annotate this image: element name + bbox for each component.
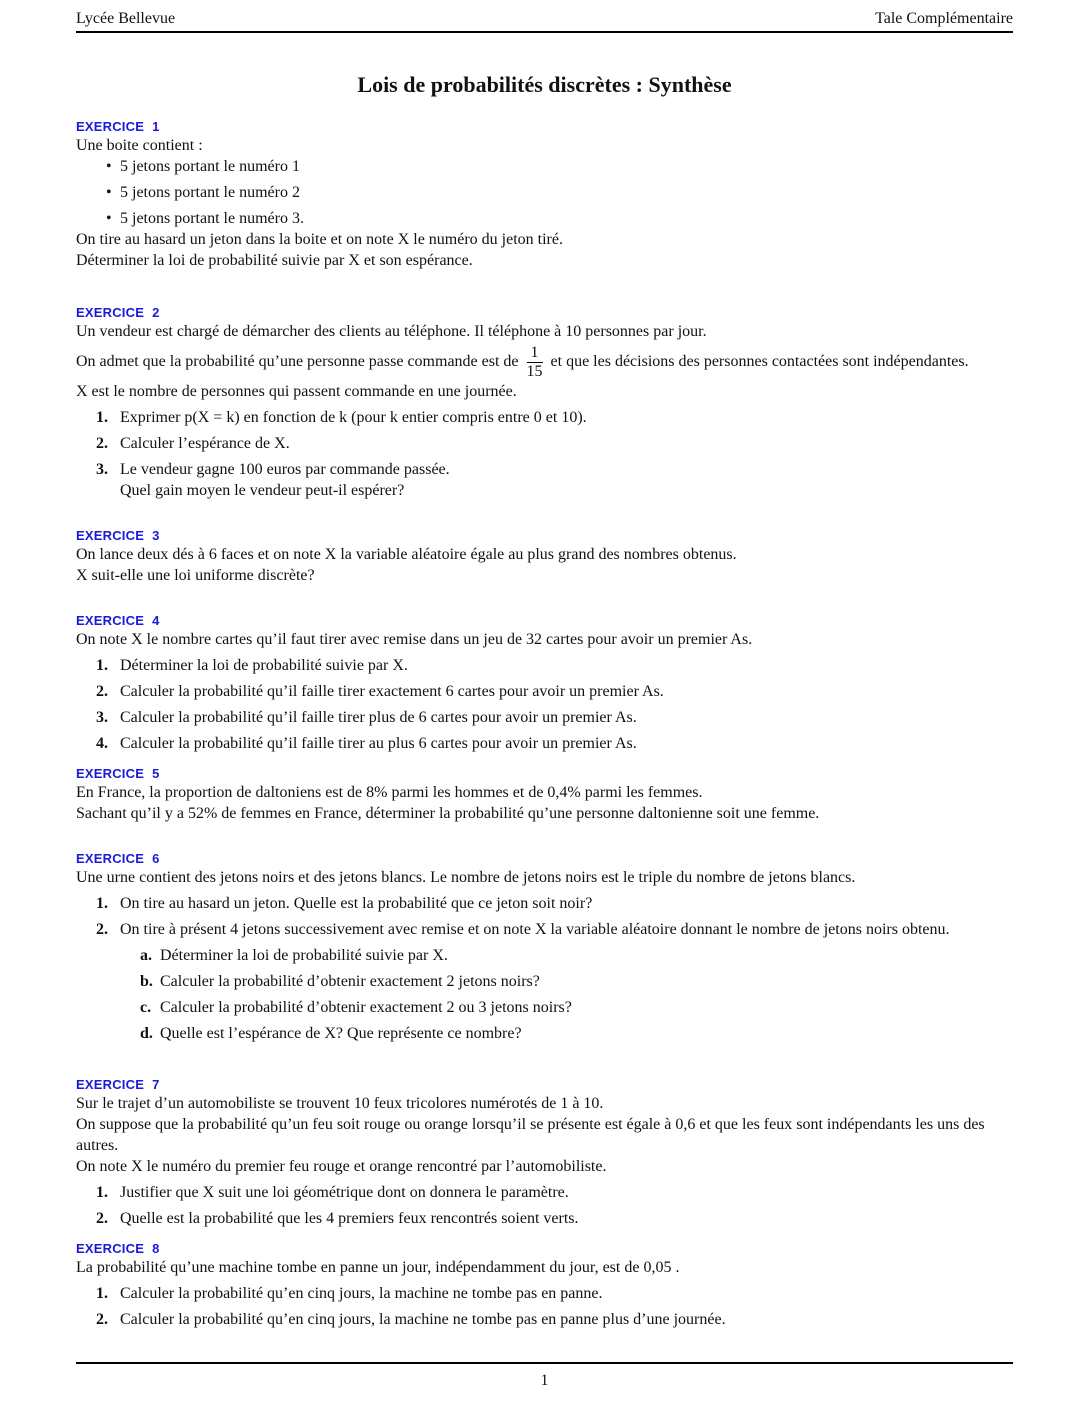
list-item: • 5 jetons portant le numéro 2	[120, 182, 1013, 203]
exercise-intro: Une urne contient des jetons noirs et des jetons blancs. Le nombre de jetons noirs est le triple du nombre de jetons blancs.	[76, 869, 856, 886]
question-item: 1. Calculer la probabilité qu’en cinq jours, la machine ne tombe pas en panne.	[96, 1285, 603, 1302]
exercise-3	[76, 528, 1013, 586]
exercise-intro: On note X le nombre cartes qu’il faut tirer avec remise dans un jeu de 32 cartes pour avoir un premier As.	[76, 631, 753, 648]
bullet-list	[76, 156, 1013, 229]
exercise-heading: EXERCICE 4	[76, 613, 160, 628]
exercise-text: X est le nombre de personnes qui passent commande en une journée.	[76, 383, 517, 400]
exercise-7	[76, 1077, 1013, 1234]
exercise-4	[76, 613, 1013, 759]
question-item: 1. Justifier que X suit une loi géométrique dont on donnera le paramètre.	[96, 1184, 569, 1201]
question-item: 2. Calculer la probabilité qu’il faille tirer exactement 6 cartes pour avoir un premier As.	[96, 683, 664, 700]
sub-question-item: b. Calculer la probabilité d’obtenir exactement 2 jetons noirs?	[140, 973, 540, 990]
list-item: • 5 jetons portant le numéro 3.	[120, 208, 1013, 229]
exercise-text: Sachant qu’il y a 52% de femmes en France, déterminer la probabilité qu’une personne daltonienne soit une femme.	[76, 805, 820, 822]
page-number: 1	[540, 1372, 549, 1389]
sub-question-item: c. Calculer la probabilité d’obtenir exactement 2 ou 3 jetons noirs?	[140, 999, 572, 1016]
exercise-text: En France, la proportion de daltoniens est de 8% parmi les hommes et de 0,4% parmi les femmes.	[76, 784, 703, 801]
exercise-intro: La probabilité qu’une machine tombe en panne un jour, indépendamment du jour, est de 0,05 .	[76, 1259, 680, 1276]
exercise-text: On lance deux dés à 6 faces et on note X la variable aléatoire égale au plus grand des nombres obtenus.	[76, 546, 737, 563]
exercise-text: X suit-elle une loi uniforme discrète?	[76, 567, 315, 584]
exercise-text: Un vendeur est chargé de démarcher des clients au téléphone. Il téléphone à 10 personnes par jour.	[76, 323, 707, 340]
question-item: 4. Calculer la probabilité qu’il faille tirer au plus 6 cartes pour avoir un premier As.	[96, 735, 637, 752]
question-list	[76, 1283, 1013, 1330]
exercise-text: On tire au hasard un jeton dans la boite et on note X le numéro du jeton tiré.	[76, 231, 563, 248]
exercise-heading: EXERCICE 8	[76, 1241, 160, 1256]
page-title: Lois de probabilités discrètes : Synthèse	[357, 72, 732, 97]
school-name: Lycée Bellevue	[76, 10, 176, 27]
exercise-heading: EXERCICE 6	[76, 851, 160, 866]
question-item: 1. Exprimer p(X = k) en fonction de k (pour k entier compris entre 0 et 10).	[96, 409, 587, 426]
course-name: Tale Complémentaire	[875, 10, 1013, 27]
sub-question-item: d. Quelle est l’espérance de X? Que représente ce nombre?	[140, 1025, 522, 1042]
question-list	[76, 893, 1013, 940]
exercise-text: On admet que la probabilité qu’une personne passe commande est de $\frac{1}{15}$ et que les décisions des personnes contactées sont indépendantes.	[76, 344, 969, 380]
exercise-text: On suppose que la probabilité qu’un feu soit rouge ou orange lorsqu’il se présente est égale à 0,6 et que les feux sont indépendants les uns des autres.	[76, 1116, 985, 1154]
footer-rule	[76, 1362, 1013, 1364]
question-item: 2. Calculer l’espérance de X.	[96, 435, 290, 452]
question-item: 1. On tire au hasard un jeton. Quelle est la probabilité que ce jeton soit noir?	[96, 895, 593, 912]
sub-question-list	[76, 945, 1013, 1044]
exercise-8	[76, 1241, 1013, 1335]
list-item: • 5 jetons portant le numéro 1	[120, 156, 1013, 177]
question-list	[76, 407, 1013, 501]
exercise-1	[76, 119, 1013, 271]
exercise-heading: EXERCICE 5	[76, 766, 160, 781]
exercise-heading: EXERCICE 1	[76, 119, 160, 134]
question-item: 2. On tire à présent 4 jetons successivement avec remise et on note X la variable aléatoire donnant le nombre de jetons noirs obtenu.	[96, 921, 950, 938]
exercise-heading: EXERCICE 2	[76, 305, 160, 320]
exercise-text: Déterminer la loi de probabilité suivie par X et son espérance.	[76, 252, 473, 269]
exercise-text: On note X le numéro du premier feu rouge et orange rencontré par l’automobiliste.	[76, 1158, 607, 1175]
question-item: 3. Calculer la probabilité qu’il faille tirer plus de 6 cartes pour avoir un premier As.	[96, 709, 637, 726]
exercise-2	[76, 305, 1013, 506]
question-item: 2. Calculer la probabilité qu’en cinq jours, la machine ne tombe pas en panne plus d’une journée.	[96, 1311, 726, 1328]
exercise-heading: EXERCICE 7	[76, 1077, 160, 1092]
question-list	[76, 1182, 1013, 1229]
exercise-text: Sur le trajet d’un automobiliste se trouvent 10 feux tricolores numérotés de 1 à 10.	[76, 1095, 604, 1112]
exercise-intro: Une boite contient :	[76, 137, 203, 154]
question-item: 1. Déterminer la loi de probabilité suivie par X.	[96, 657, 408, 674]
question-item: 3. Le vendeur gagne 100 euros par commande passée. Quel gain moyen le vendeur peut-il espérer?	[96, 461, 450, 499]
exercise-heading: EXERCICE 3	[76, 528, 160, 543]
question-item: 2. Quelle est la probabilité que les 4 premiers feux rencontrés soient verts.	[96, 1210, 579, 1227]
exercise-5	[76, 766, 1013, 824]
page-header	[76, 9, 1013, 33]
sub-question-item: a. Déterminer la loi de probabilité suivie par X.	[140, 947, 448, 964]
question-list	[76, 655, 1013, 754]
fraction: $\frac{1}{15}$	[526, 344, 543, 380]
exercise-6	[76, 851, 1013, 1049]
